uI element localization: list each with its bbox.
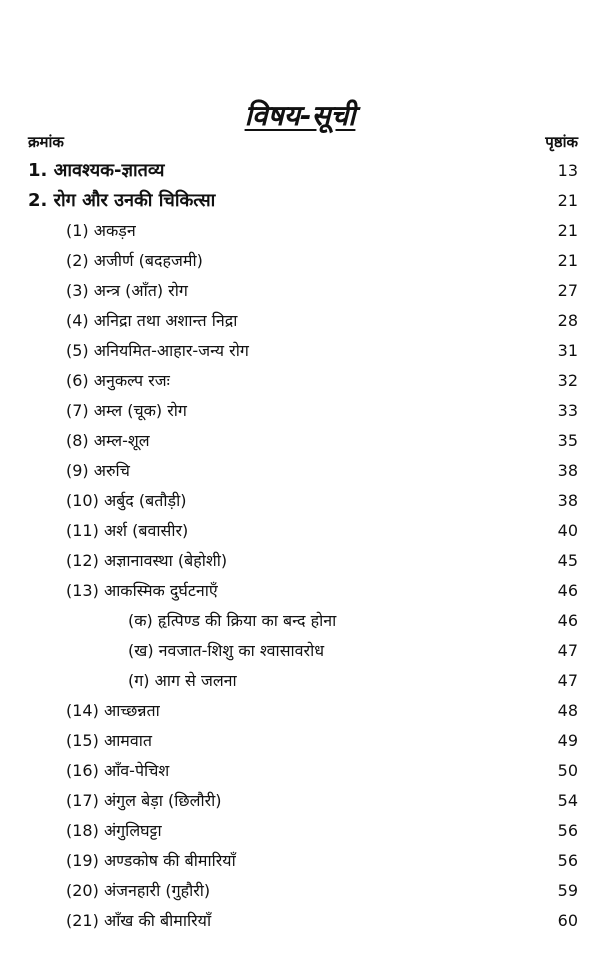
toc-entry-text: अम्ल (चूक) रोग bbox=[93, 401, 187, 420]
toc-entry-number: (9) bbox=[66, 461, 89, 480]
toc-entry bbox=[0, 216, 600, 246]
toc-entry-title bbox=[66, 246, 203, 276]
toc-entry-page: 47 bbox=[557, 641, 578, 660]
toc-entry-title bbox=[128, 606, 336, 636]
toc-entry-number: (10) bbox=[66, 491, 99, 510]
toc-entry-number: (13) bbox=[66, 581, 99, 600]
toc-entry-page: 56 bbox=[557, 821, 578, 840]
toc-entry-page: 54 bbox=[557, 791, 578, 810]
toc-entry bbox=[0, 906, 600, 936]
toc-entry-text: नवजात-शिशु का श्वासावरोध bbox=[158, 641, 325, 660]
toc-entry-number: (ग) bbox=[128, 671, 150, 690]
toc-entry-title bbox=[128, 636, 324, 666]
toc-entry-title bbox=[66, 816, 162, 846]
toc-entry-title bbox=[66, 786, 222, 816]
toc-entry bbox=[0, 816, 600, 846]
toc-entry-title bbox=[66, 576, 218, 606]
toc-entry-title bbox=[66, 336, 249, 366]
toc-entry-title bbox=[66, 366, 170, 396]
toc-entry bbox=[0, 366, 600, 396]
toc-entry-number: (ख) bbox=[128, 641, 154, 660]
toc-entry bbox=[0, 516, 600, 546]
toc-entry bbox=[0, 276, 600, 306]
toc-entry-title bbox=[66, 276, 188, 306]
toc-entry-number: (15) bbox=[66, 731, 99, 750]
toc-entry-title bbox=[66, 846, 236, 876]
toc-entry-page: 47 bbox=[557, 671, 578, 690]
toc-entry-page: 21 bbox=[557, 221, 578, 240]
toc-entry-page: 28 bbox=[557, 311, 578, 330]
toc-entry-page: 27 bbox=[557, 281, 578, 300]
toc-entry-page: 48 bbox=[557, 701, 578, 720]
toc-entry-title bbox=[128, 666, 237, 696]
toc-entry-number: 1. bbox=[28, 160, 48, 181]
toc-entry-page: 46 bbox=[557, 581, 578, 600]
toc-entry-text: अंगुल बेड़ा (छिलौरी) bbox=[103, 791, 222, 810]
toc-entry bbox=[0, 456, 600, 486]
toc-entry-page: 38 bbox=[557, 491, 578, 510]
toc-entry-text: अनुकल्प रजः bbox=[93, 371, 170, 390]
serial-number-header: क्रमांक bbox=[28, 133, 64, 151]
toc-entry-title bbox=[66, 216, 136, 246]
toc-entry-text: आँव-पेचिश bbox=[103, 761, 170, 780]
toc-entry bbox=[0, 306, 600, 336]
toc-entry bbox=[0, 636, 600, 666]
toc-entry-number: (18) bbox=[66, 821, 99, 840]
toc-entry-page: 45 bbox=[557, 551, 578, 570]
toc-entry-page: 59 bbox=[557, 881, 578, 900]
page-number-header: पृष्ठांक bbox=[545, 133, 578, 151]
toc-entry-title bbox=[66, 906, 211, 936]
toc-entry-page: 56 bbox=[557, 851, 578, 870]
toc-entry-page: 31 bbox=[557, 341, 578, 360]
toc-entry-number: (17) bbox=[66, 791, 99, 810]
toc-entry-page: 40 bbox=[557, 521, 578, 540]
toc-entry-title bbox=[66, 756, 169, 786]
toc-entry-title bbox=[66, 456, 130, 486]
toc-entry-text: अनियमित-आहार-जन्य रोग bbox=[93, 341, 249, 360]
toc-entry bbox=[0, 876, 600, 906]
toc-entry-text: अज्ञानावस्था (बेहोशी) bbox=[103, 551, 228, 570]
toc-entry-title bbox=[66, 876, 210, 906]
toc-entry-number: (क) bbox=[128, 611, 153, 630]
toc-entry-text: आच्छन्नता bbox=[103, 701, 160, 720]
toc-entry-text: अनिद्रा तथा अशान्त निद्रा bbox=[93, 311, 238, 330]
toc-entry bbox=[0, 666, 600, 696]
toc-entry bbox=[0, 186, 600, 216]
toc-entry bbox=[0, 726, 600, 756]
table-of-contents bbox=[0, 156, 600, 936]
toc-entry-text: अर्श (बवासीर) bbox=[103, 521, 189, 540]
toc-entry-text: हृत्पिण्ड की क्रिया का बन्द होना bbox=[157, 611, 337, 630]
toc-entry-number: (4) bbox=[66, 311, 89, 330]
toc-entry bbox=[0, 756, 600, 786]
toc-entry-text: अकड़न bbox=[93, 221, 136, 240]
toc-entry-title bbox=[28, 156, 165, 186]
toc-entry-text: अम्ल-शूल bbox=[93, 431, 150, 450]
toc-entry-text: आमवात bbox=[103, 731, 153, 750]
toc-entry-page: 21 bbox=[557, 191, 578, 210]
toc-entry-number: (19) bbox=[66, 851, 99, 870]
toc-entry-page: 21 bbox=[557, 251, 578, 270]
toc-entry-number: (16) bbox=[66, 761, 99, 780]
toc-entry-page: 50 bbox=[557, 761, 578, 780]
toc-entry-title bbox=[66, 396, 187, 426]
toc-entry-text: अन्त्र (आँत) रोग bbox=[93, 281, 188, 300]
toc-entry-number: (8) bbox=[66, 431, 89, 450]
toc-entry-number: (3) bbox=[66, 281, 89, 300]
toc-entry bbox=[0, 696, 600, 726]
toc-entry-number: 2. bbox=[28, 190, 48, 211]
toc-entry-number: (1) bbox=[66, 221, 89, 240]
toc-entry-page: 13 bbox=[557, 161, 578, 180]
toc-entry-text: अजीर्ण (बदहजमी) bbox=[93, 251, 203, 270]
toc-entry-text: अण्डकोष की बीमारियाँ bbox=[103, 851, 236, 870]
toc-entry-page: 38 bbox=[557, 461, 578, 480]
toc-entry bbox=[0, 576, 600, 606]
toc-entry-title bbox=[66, 726, 152, 756]
toc-entry-page: 35 bbox=[557, 431, 578, 450]
toc-entry bbox=[0, 546, 600, 576]
toc-entry-number: (21) bbox=[66, 911, 99, 930]
toc-entry-number: (6) bbox=[66, 371, 89, 390]
toc-entry-title bbox=[28, 186, 215, 216]
toc-entry-text: आकस्मिक दुर्घटनाएँ bbox=[103, 581, 218, 600]
toc-entry-page: 46 bbox=[557, 611, 578, 630]
toc-entry bbox=[0, 606, 600, 636]
toc-entry-title bbox=[66, 486, 186, 516]
toc-entry-text: आवश्यक-ज्ञातव्य bbox=[53, 160, 165, 181]
toc-entry bbox=[0, 846, 600, 876]
toc-entry bbox=[0, 336, 600, 366]
toc-entry-page: 60 bbox=[557, 911, 578, 930]
toc-entry-title bbox=[66, 426, 150, 456]
toc-entry bbox=[0, 786, 600, 816]
toc-entry-text: आँख की बीमारियाँ bbox=[103, 911, 212, 930]
toc-entry-page: 49 bbox=[557, 731, 578, 750]
toc-entry-page: 33 bbox=[557, 401, 578, 420]
toc-entry-number: (7) bbox=[66, 401, 89, 420]
toc-entry bbox=[0, 246, 600, 276]
toc-entry-title bbox=[66, 516, 188, 546]
toc-entry-text: रोग और उनकी चिकित्सा bbox=[53, 190, 216, 211]
toc-entry-number: (20) bbox=[66, 881, 99, 900]
toc-entry bbox=[0, 426, 600, 456]
toc-entry-text: अंगुलिघट्टा bbox=[103, 821, 162, 840]
toc-entry-page: 32 bbox=[557, 371, 578, 390]
toc-entry-title bbox=[66, 546, 227, 576]
toc-entry bbox=[0, 486, 600, 516]
toc-entry-text: अरुचि bbox=[93, 461, 130, 480]
toc-entry-title bbox=[66, 306, 237, 336]
toc-entry-number: (11) bbox=[66, 521, 99, 540]
page-title: विषय-सूची bbox=[244, 99, 356, 132]
toc-entry-number: (2) bbox=[66, 251, 89, 270]
toc-entry-number: (5) bbox=[66, 341, 89, 360]
toc-entry-number: (12) bbox=[66, 551, 99, 570]
toc-entry-text: अर्बुद (बतौड़ी) bbox=[103, 491, 187, 510]
toc-entry-number: (14) bbox=[66, 701, 99, 720]
toc-entry-text: आग से जलना bbox=[154, 671, 237, 690]
toc-entry bbox=[0, 396, 600, 426]
toc-entry-title bbox=[66, 696, 160, 726]
toc-entry-text: अंजनहारी (गुहौरी) bbox=[103, 881, 211, 900]
toc-entry bbox=[0, 156, 600, 186]
